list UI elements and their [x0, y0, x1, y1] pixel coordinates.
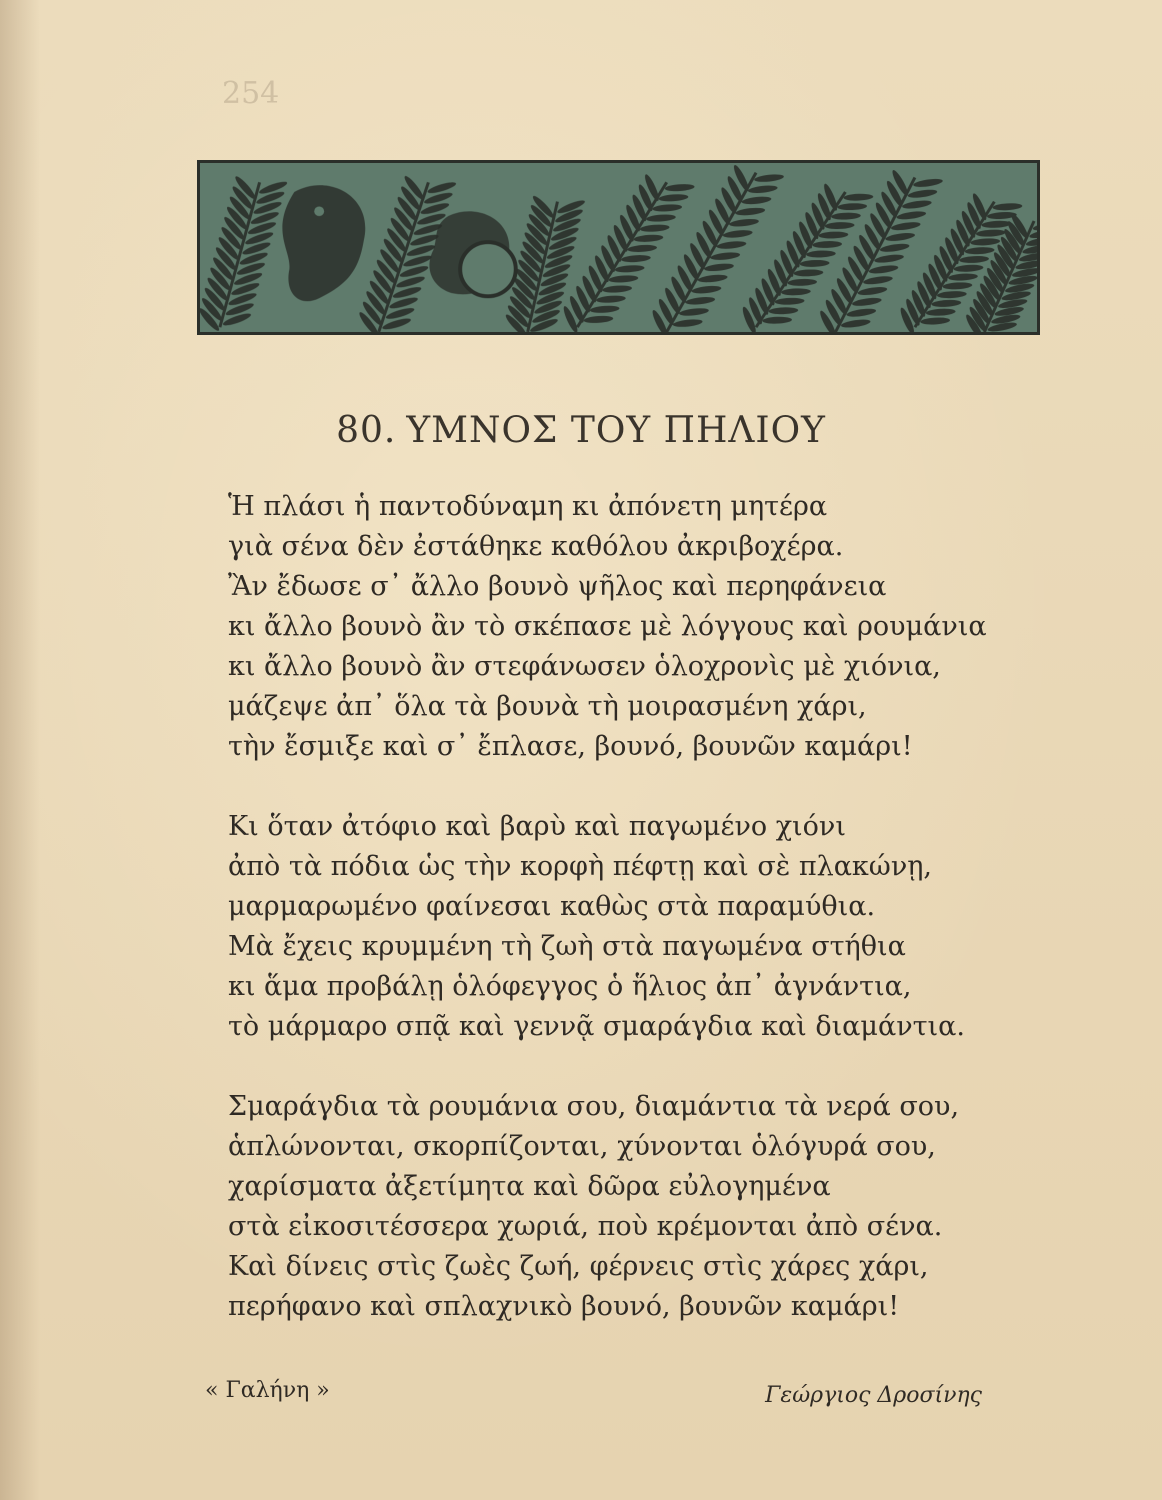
verse-line: μάζεψε ἀπ᾿ ὅλα τὰ βουνὰ τὴ μοιρασμένη χάρι,	[228, 691, 867, 722]
verse-line: κι ἄλλο βουνὸ ἂν στεφάνωσεν ὁλοχρονὶς μὲ χιόνια,	[228, 651, 941, 682]
stanza-2	[228, 807, 988, 1047]
verse-line: χαρίσματα ἀξετίμητα καὶ δῶρα εὐλογημένα	[228, 1171, 831, 1202]
verse-line: Ἂν ἔδωσε σ᾿ ἄλλο βουνὸ ψῆλος καὶ περηφάνεια	[228, 571, 887, 602]
verse-line: ἁπλώνονται, σκορπίζονται, χύνονται ὁλόγυρά σου,	[228, 1131, 936, 1162]
verse-line: γιὰ σένα δὲν ἐστάθηκε καθόλου ἀκριβοχέρα.	[228, 531, 844, 562]
verse-line: κι ἄλλο βουνὸ ἂν τὸ σκέπασε μὲ λόγγους καὶ ρουμάνια	[228, 611, 987, 642]
stanza-3	[228, 1087, 988, 1327]
poem-number: 80.	[336, 410, 397, 451]
verse-line: Σμαράγδια τὰ ρουμάνια σου, διαμάντια τὰ νερά σου,	[228, 1091, 960, 1122]
verse-line: μαρμαρωμένο φαίνεσαι καθὼς στὰ παραμύθια.	[228, 891, 876, 922]
poem-source: « Γαλήνη »	[205, 1378, 330, 1403]
poem-title	[0, 410, 1162, 451]
page-gutter-shadow	[0, 0, 40, 1500]
verse-line: Ἡ πλάσι ἡ παντοδύναμη κι ἀπόνετη μητέρα	[228, 491, 828, 522]
verse-line: Κι ὅταν ἀτόφιο καὶ βαρὺ καὶ παγωμένο χιόνι	[228, 811, 846, 842]
page-number: 254	[222, 76, 280, 111]
verse-line: Καὶ δίνεις στὶς ζωὲς ζωή, φέρνεις στὶς χάρες χάρι,	[228, 1251, 929, 1282]
verse-line: στὰ εἰκοσιτέσσερα χωριά, ποὺ κρέμονται ἀπὸ σένα.	[228, 1211, 943, 1242]
stanza-gap	[228, 767, 988, 807]
poem-title-text: ΥΜΝΟΣ ΤΟΥ ΠΗΛΙΟΥ	[406, 410, 826, 451]
decorative-woodcut-banner	[197, 160, 1040, 335]
poem-body	[228, 487, 988, 1327]
verse-line: περήφανο καὶ σπλαχνικὸ βουνό, βουνῶν καμάρι!	[228, 1291, 900, 1322]
verse-line: κι ἅμα προβάλῃ ὁλόφεγγος ὁ ἥλιος ἀπ᾿ ἀγνάντια,	[228, 971, 912, 1002]
stanza-gap	[228, 1047, 988, 1087]
verse-line: τὸ μάρμαρο σπᾷ καὶ γεννᾷ σμαράγδια καὶ διαμάντια.	[228, 1011, 965, 1042]
verse-line: τὴν ἔσμιξε καὶ σ᾿ ἔπλασε, βουνό, βουνῶν καμάρι!	[228, 731, 913, 762]
verse-line: ἀπὸ τὰ πόδια ὡς τὴν κορφὴ πέφτῃ καὶ σὲ πλακώνῃ,	[228, 851, 932, 882]
poem-author: Γεώργιος Δροσίνης	[765, 1383, 982, 1408]
stanza-1	[228, 487, 988, 767]
woodcut-ornament-icon	[200, 163, 1037, 332]
verse-line: Μὰ ἔχεις κρυμμένη τὴ ζωὴ στὰ παγωμένα στήθια	[228, 931, 906, 962]
